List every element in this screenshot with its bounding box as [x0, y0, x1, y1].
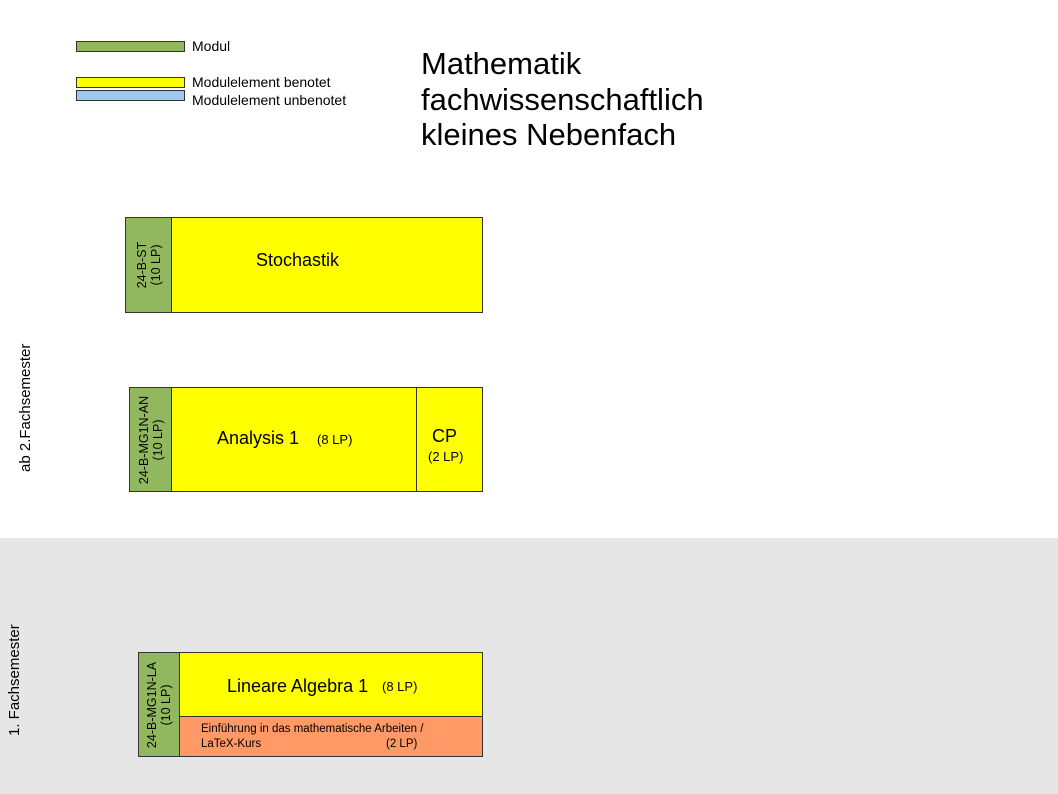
module-stochastik-code [135, 242, 163, 289]
stochastik-title: Stochastik [256, 250, 340, 270]
semester-label-upper: ab 2.Fachsemester [17, 343, 34, 472]
legend-benotet-swatch [76, 77, 185, 88]
semester-label-lower: 1. Fachsemester [6, 624, 23, 736]
legend-unbenotet-swatch [76, 90, 185, 101]
module-stochastik-code-box [125, 217, 172, 313]
module-stochastik-code-text: 24-B-ST [134, 241, 149, 289]
cp-title: CP [432, 426, 458, 446]
title-line-2: fachwissenschaftlich [421, 82, 704, 117]
analysis-title: Analysis 1 [217, 428, 300, 448]
module-analysis-element [171, 387, 417, 492]
module-analysis-cp [416, 387, 483, 492]
latex-lp: (2 LP) [386, 738, 418, 750]
module-analysis-lp: (10 LP) [150, 419, 165, 460]
module-analysis-code-text: 24-B-MG1N-AN [136, 395, 151, 484]
module-analysis-code-box [129, 387, 172, 492]
latex-line-2: LaTeX-Kurs [201, 738, 262, 750]
legend-modul-swatch [76, 41, 185, 52]
module-analysis-code [137, 395, 165, 483]
module-linalg-code-box [138, 652, 180, 757]
legend-unbenotet-label: Modulelement unbenotet [192, 92, 347, 108]
linalg-lp: (8 LP) [382, 679, 418, 694]
cp-lp: (2 LP) [428, 449, 464, 464]
analysis-lp: (8 LP) [317, 432, 353, 447]
legend-modul-label: Modul [192, 38, 231, 54]
legend-benotet-label: Modulelement benotet [192, 74, 331, 90]
title-line-3: kleines Nebenfach [421, 117, 677, 152]
module-linalg-code [145, 661, 173, 747]
linalg-title: Lineare Algebra 1 [227, 676, 369, 696]
module-stochastik-element [171, 217, 483, 313]
module-linalg-latex [179, 716, 483, 757]
module-linalg-element [179, 652, 483, 717]
module-stochastik-lp: (10 LP) [148, 244, 163, 286]
title-line-1: Mathematik [421, 46, 582, 81]
module-linalg-lp: (10 LP) [159, 684, 173, 726]
latex-line-1: Einführung in das mathematische Arbeiten / [201, 723, 424, 735]
module-linalg-code-text: 24-B-MG1N-LA [145, 661, 159, 748]
